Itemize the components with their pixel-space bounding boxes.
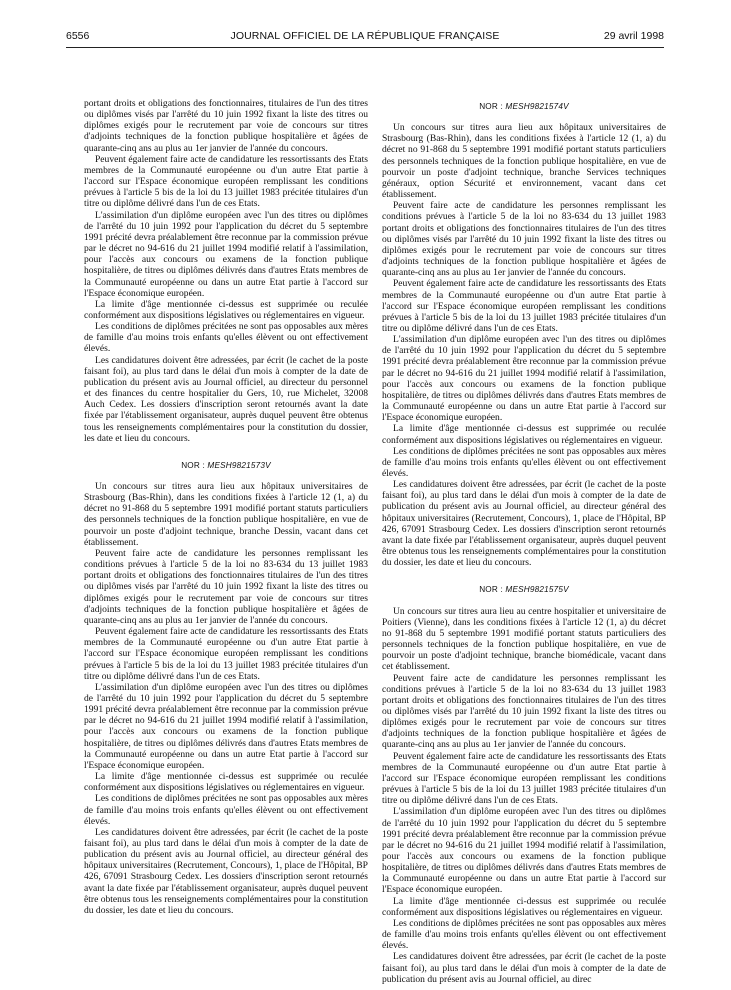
- nor-code: MESH9821573V: [207, 460, 271, 470]
- paragraph: Les conditions de diplômes précitées ne sont pas opposables aux mères de famille d'au moins trois enfants qu'elles élèvent ou ont effectivement élevés.: [382, 445, 666, 479]
- paragraph: Les candidatures doivent être adressées, par écrit (le cachet de la poste faisant foi), au plus tard dans le délai d'un mois à compter de la date de publication du présent avis au Journal officiel, au directeur du personnel et des finances du centre hospitalier du Gers, 10, rue Michelet, 32008 Auch Cedex. Les dossiers d'inscription seront retournés avant la date fixée par l'établissement organisateur, auprès duquel peuvent être obtenus tous les renseignements complémentaires pour la constitution du dossier, les date et lieu du concours.: [84, 354, 368, 444]
- paragraph: La limite d'âge mentionnée ci-dessus est supprimée ou reculée conformément aux dispositions législatives ou réglementaires en vigueur.: [84, 771, 368, 794]
- paragraph: L'assimilation d'un diplôme européen avec l'un des titres ou diplômes de l'arrêté du 10 juin 1992 pour l'application du décret du 5 septembre 1991 précité devra préalablement être reconnue par la commission prévue par le décret no 94-616 du 21 juillet 1994 modifié relatif à l'assimilation, pour l'accès aux concours ou examens de la fonction publique hospitalière, de titres ou diplômes délivrés dans d'autres Etats membres de la Communauté européenne ou dans un autre Etat partie à l'accord sur l'Espace économique européen.: [382, 806, 666, 896]
- paragraph: Peuvent également faire acte de candidature les ressortissants des Etats membres de la Communauté européenne ou d'un autre Etat partie à l'accord sur l'Espace économique européen remplissant les conditions prévues à l'article 5 bis de la loi du 13 juillet 1983 précitée titulaires d'un titre ou diplôme délivré dans l'un de ces Etats.: [84, 626, 368, 682]
- nor-reference: [382, 101, 666, 112]
- page-number: 6556: [66, 30, 90, 42]
- paragraph: Les conditions de diplômes précitées ne sont pas opposables aux mères de famille d'au moins trois enfants qu'elles élèvent ou ont effectivement élevés.: [84, 321, 368, 355]
- paragraph: La limite d'âge mentionnée ci-dessus est supprimée ou reculée conformément aux dispositions législatives ou réglementaires en vigueur.: [382, 895, 666, 918]
- paragraph: Les candidatures doivent être adressées, par écrit (le cachet de la poste faisant foi), au plus tard dans le délai d'un mois à compter de la date de publication du présent avis au Journal officiel, au directeur général des hôpitaux universitaires (Recrutement, Concours), 1, place de l'Hôpital, BP 426, 67091 Strasbourg Cedex. Les dossiers d'inscription seront retournés avant la date fixée par l'établissement organisateur, auprès duquel peuvent être obtenus tous les renseignements complémentaires pour la constitution du dossier, les date et lieu du concours.: [382, 479, 666, 569]
- paragraph: La limite d'âge mentionnée ci-dessus est supprimée ou reculée conformément aux dispositions législatives ou réglementaires en vigueur.: [84, 298, 368, 321]
- publication-date: 29 avril 1998: [603, 30, 664, 42]
- nor-label: NOR :: [479, 585, 503, 595]
- nor-reference: [382, 584, 666, 595]
- paragraph: L'assimilation d'un diplôme européen avec l'un des titres ou diplômes de l'arrêté du 10 juin 1992 pour l'application du décret du 5 septembre 1991 précité devra préalablement être reconnue par la commission prévue par le décret no 94-616 du 21 juillet 1994 modifié relatif à l'assimilation, pour l'accès aux concours ou examens de la fonction publique hospitalière, de titres ou diplômes délivrés dans d'autres Etats membres de la Communauté européenne ou dans un autre Etat partie à l'accord sur l'Espace économique européen.: [382, 334, 666, 424]
- paragraph: Les candidatures doivent être adressées, par écrit (le cachet de la poste faisant foi), au plus tard dans le délai d'un mois à compter de la date de publication du présent avis au Journal officiel, au direc: [382, 951, 666, 985]
- paragraph: Peuvent également faire acte de candidature les ressortissants des Etats membres de la Communauté européenne ou d'un autre Etat partie à l'accord sur l'Espace économique européen remplissant les conditions prévues à l'article 5 bis de la loi du 13 juillet 1983 précitée titulaires d'un titre ou diplôme délivré dans l'un de ces Etats.: [84, 153, 368, 210]
- journal-title: JOURNAL OFFICIEL DE LA RÉPUBLIQUE FRANÇAISE: [230, 30, 500, 42]
- nor-code: MESH9821575V: [505, 585, 569, 595]
- nor-label: NOR :: [479, 102, 503, 111]
- paragraph: Les conditions de diplômes précitées ne sont pas opposables aux mères de famille d'au moins trois enfants qu'elles élèvent ou ont effectivement élevés.: [382, 917, 666, 952]
- page-header: [66, 30, 664, 46]
- paragraph: L'assimilation d'un diplôme européen avec l'un des titres ou diplômes de l'arrêté du 10 juin 1992 pour l'application du décret du 5 septembre 1991 précité devra préalablement être reconnue par la commission prévue par le décret no 94-616 du 21 juillet 1994 modifié relatif à l'assimilation, pour l'accès aux concours ou examens de la fonction publique hospitalière, de titres ou diplômes délivrés dans d'autres Etats membres de la Communauté européenne ou dans un autre Etat partie à l'accord sur l'Espace économique européen.: [84, 681, 368, 771]
- paragraph: Peuvent faire acte de candidature les personnes remplissant les conditions prévues à l'article 5 de la loi no 83-634 du 13 juillet 1983 portant droits et obligations des fonctionnaires titulaires de l'un des titres ou diplômes visés par l'arrêté du 10 juin 1992 fixant la liste des titres ou diplômes exigés pour le recrutement par voie de concours sur titres d'adjoints techniques de la fonction publique hospitalière et âgées de quarante-cinq ans au plus au 1er janvier de l'année du concours.: [382, 672, 666, 751]
- paragraph: Peuvent faire acte de candidature les personnes remplissant les conditions prévues à l'article 5 de la loi no 83-634 du 13 juillet 1983 portant droits et obligations des fonctionnaires titulaires de l'un des titres ou diplômes visés par l'arrêté du 10 juin 1992 fixant la liste des titres ou diplômes exigés pour le recrutement par voie de concours sur titres d'adjoints techniques de la fonction publique hospitalière et âgées de quarante-cinq ans au plus au 1er janvier de l'année du concours.: [382, 200, 666, 279]
- paragraph: Peuvent faire acte de candidature les personnes remplissant les conditions prévues à l'article 5 de la loi no 83-634 du 13 juillet 1983 portant droits et obligations des fonctionnaires titulaires de l'un des titres ou diplômes visés par l'arrêté du 10 juin 1992 fixant la liste des titres ou diplômes exigés pour le recrutement par voie de concours sur titres d'adjoints techniques de la fonction publique hospitalière et âgées de quarante-cinq ans au plus au 1er janvier de l'année du concours.: [84, 547, 368, 626]
- paragraph: Les conditions de diplômes précitées ne sont pas opposables aux mères de famille d'au moins trois enfants qu'elles élèvent ou ont effectivement élevés.: [84, 793, 368, 827]
- paragraph: Un concours sur titres aura lieu aux hôpitaux universitaires de Strasbourg (Bas-Rhin), dans les conditions fixées à l'article 12 (1, a) du décret no 91-868 du 5 septembre 1991 modifié portant statuts particuliers des personnels techniques de la fonction publique hospitalière, en vue de pourvoir un poste d'adjoint technique, branche Services techniques généraux, option Sécurité et environnement, vacant dans cet établissement.: [382, 122, 666, 201]
- paragraph: portant droits et obligations des fonctionnaires, titulaires de l'un des titres ou diplômes visés par l'arrêté du 10 juin 1992 fixant la liste des titres ou diplômes exigés pour le recrutement par voie de concours sur titres d'adjoints techniques de la fonction publique hospitalière et âgées de quarante-cinq ans au plus au 1er janvier de l'année du concours.: [84, 98, 368, 154]
- paragraph: Un concours sur titres aura lieu au centre hospitalier et universitaire de Poitiers (Vienne), dans les conditions fixées à l'article 12 (1, a) du décret no 91-868 du 5 septembre 1991 modifié portant statuts particuliers des personnels techniques de la fonction publique hospitalière, en vue de pourvoir un poste d'adjoint technique, branche biomédicale, vacant dans cet établissement.: [382, 605, 666, 673]
- paragraph: Peuvent également faire acte de candidature les ressortissants des Etats membres de la Communauté européenne ou d'un autre Etat partie à l'accord sur l'Espace économique européen remplissant les conditions prévues à l'article 5 bis de la loi du 13 juillet 1983 précitée titulaires d'un titre ou diplôme délivré dans l'un de ces Etats.: [382, 278, 666, 334]
- nor-reference: [84, 460, 368, 471]
- paragraph: Peuvent également faire acte de candidature les ressortissants des Etats membres de la Communauté européenne ou d'un autre Etat partie à l'accord sur l'Espace économique européen remplissant les conditions prévues à l'article 5 bis de la loi du 13 juillet 1983 précitée titulaires d'un titre ou diplôme délivré dans l'un de ces Etats.: [382, 750, 666, 807]
- header-rule: [66, 47, 664, 48]
- paragraph: L'assimilation d'un diplôme européen avec l'un des titres ou diplômes de l'arrêté du 10 juin 1992 pour l'application du décret du 5 septembre 1991 précité devra préalablement être reconnue par la commission prévue par le décret no 94-616 du 21 juillet 1994 modifié relatif à l'assimilation, pour l'accès aux concours ou examens de la fonction publique hospitalière, de titres ou diplômes délivrés dans d'autres Etats membres de la Communauté européenne ou dans un autre Etat partie à l'accord sur l'Espace économique européen.: [84, 209, 368, 299]
- left-column: [84, 98, 368, 916]
- paragraph: La limite d'âge mentionnée ci-dessus est supprimée ou reculée conformément aux dispositions législatives ou réglementaires en vigueur.: [382, 423, 666, 446]
- paragraph: Les candidatures doivent être adressées, par écrit (le cachet de la poste faisant foi), au plus tard dans le délai d'un mois à compter de la date de publication du présent avis au Journal officiel, au directeur général des hôpitaux universitaires (Recrutement, Concours), 1, place de l'Hôpital, BP 426, 67091 Strasbourg Cedex. Les dossiers d'inscription seront retournés avant la date fixée par l'établissement organisateur, auprès duquel peuvent être obtenus tous les renseignements complémentaires pour la constitution du dossier, les date et lieu du concours.: [84, 826, 368, 916]
- nor-label: NOR :: [181, 460, 205, 470]
- paragraph: Un concours sur titres aura lieu aux hôpitaux universitaires de Strasbourg (Bas-Rhin), dans les conditions fixées à l'article 12 (1, a) du décret no 91-868 du 5 septembre 1991 modifié portant statuts particuliers des personnels techniques de la fonction publique hospitalière, en vue de pourvoir un poste d'adjoint technique, branche Dessin, vacant dans cet établissement.: [84, 481, 368, 548]
- nor-code: MESH9821574V: [505, 102, 569, 111]
- right-column: [382, 101, 666, 985]
